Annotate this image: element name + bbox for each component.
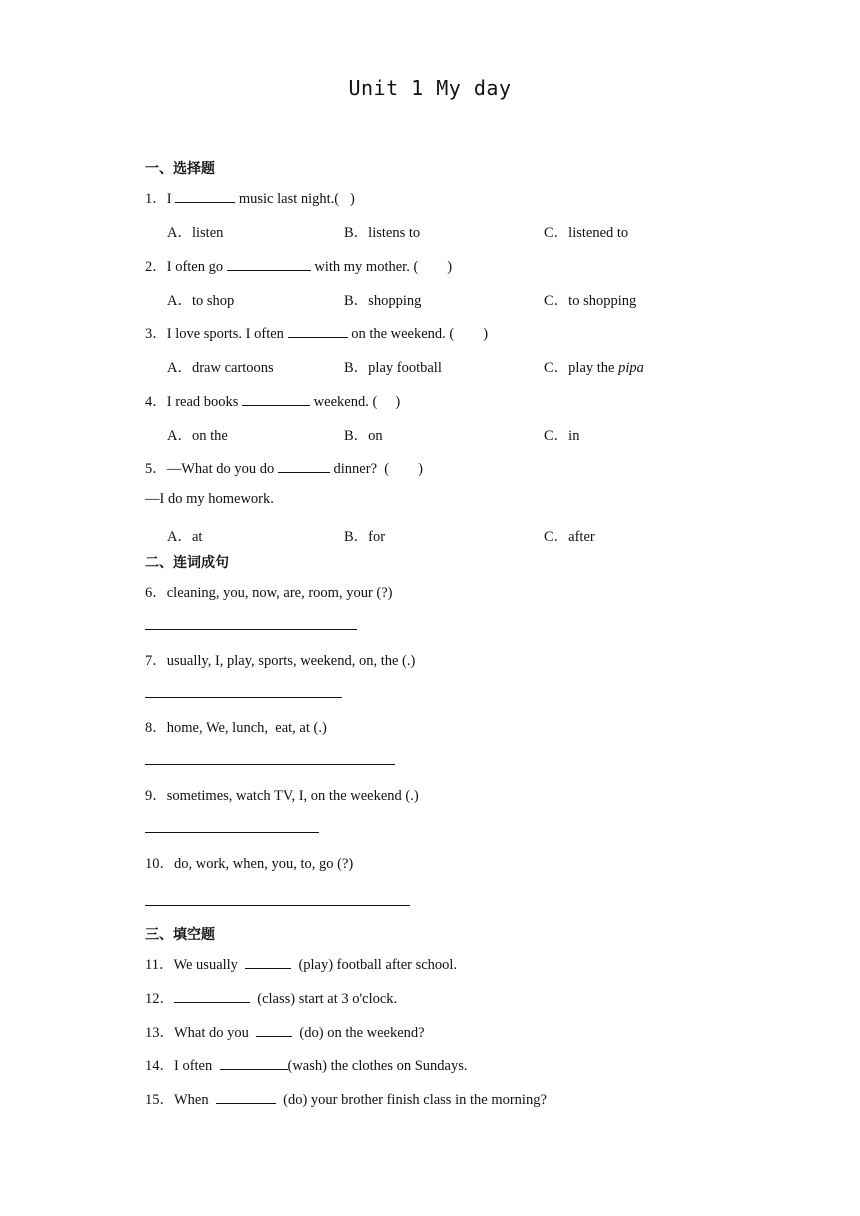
option-text: C．play the: [544, 360, 619, 376]
question-number: 1．: [145, 191, 167, 207]
question-4: [145, 390, 400, 411]
question-5-reply: —I do my homework.: [145, 491, 274, 507]
question-number: 2．: [145, 259, 167, 275]
question-3: [145, 322, 488, 343]
option-a[interactable]: A．to shop: [167, 293, 235, 309]
option-c[interactable]: [544, 356, 644, 377]
option-c[interactable]: C．listened to: [544, 225, 629, 241]
question-number: 4．: [145, 394, 167, 410]
option-b[interactable]: B．for: [344, 529, 386, 545]
option-a[interactable]: A．on the: [167, 428, 228, 444]
option-c[interactable]: C．in: [544, 428, 580, 444]
option-a[interactable]: A．listen: [167, 225, 224, 241]
question-text: weekend. ( ): [310, 394, 401, 410]
question-text: (do) on the weekend?: [292, 1025, 425, 1041]
section-heading-fill-in: 三、填空题: [145, 927, 215, 943]
answer-line[interactable]: [145, 697, 342, 698]
option-b[interactable]: B．on: [344, 428, 383, 444]
answer-blank[interactable]: [242, 393, 310, 406]
option-a[interactable]: A．draw cartoons: [167, 360, 274, 376]
page-title: Unit 1 My day: [348, 76, 512, 100]
question-number: 3．: [145, 326, 167, 342]
answer-blank[interactable]: [256, 1024, 292, 1037]
answer-blank[interactable]: [245, 956, 291, 969]
answer-blank[interactable]: [174, 990, 250, 1003]
answer-line[interactable]: [145, 764, 395, 765]
question-text: 13．What do you: [145, 1025, 257, 1041]
answer-blank[interactable]: [220, 1057, 288, 1070]
question-6: 6．cleaning, you, now, are, room, your (?): [145, 585, 393, 601]
option-b[interactable]: B．listens to: [344, 225, 421, 241]
question-text: on the weekend. ( ): [347, 326, 489, 342]
answer-line[interactable]: [145, 629, 357, 630]
question-number: 5．: [145, 461, 167, 477]
answer-blank[interactable]: [278, 460, 330, 473]
question-5: [145, 457, 423, 478]
option-b[interactable]: B．play football: [344, 360, 442, 376]
question-8: 8．home, We, lunch, eat, at (.): [145, 720, 327, 736]
question-text: I love sports. I often: [166, 326, 288, 342]
question-text: (wash) the clothes on Sundays.: [287, 1058, 468, 1074]
question-text: —What do you do: [166, 461, 278, 477]
question-text: with my mother. ( ): [310, 259, 453, 275]
question-7: 7．usually, I, play, sports, weekend, on, the (.): [145, 653, 416, 669]
question-text: 15．When: [145, 1092, 216, 1108]
question-text: 11．We usually: [145, 957, 246, 973]
section-heading-choice: 一、选择题: [145, 161, 215, 177]
question-10: 10．do, work, when, you, to, go (?): [145, 856, 354, 872]
option-text-italic: pipa: [618, 360, 644, 376]
answer-blank[interactable]: [288, 325, 348, 338]
question-text: dinner? ( ): [329, 461, 423, 477]
section-heading-sentence-building: 二、连词成句: [145, 555, 229, 571]
question-text: (do) your brother finish class in the morning?: [275, 1092, 547, 1108]
answer-line[interactable]: [145, 832, 319, 833]
question-15: [145, 1088, 547, 1109]
question-12: [145, 987, 397, 1008]
question-2: [145, 255, 452, 276]
answer-line[interactable]: [145, 905, 410, 906]
question-1: [145, 187, 355, 208]
option-c[interactable]: C．to shopping: [544, 293, 637, 309]
question-text: I: [166, 191, 176, 207]
answer-blank[interactable]: [216, 1091, 276, 1104]
option-c[interactable]: C．after: [544, 529, 595, 545]
question-text: (class) start at 3 o'clock.: [250, 991, 398, 1007]
question-9: 9．sometimes, watch TV, I, on the weekend (.): [145, 788, 419, 804]
question-13: [145, 1021, 425, 1042]
question-text: 12．: [145, 991, 174, 1007]
answer-blank[interactable]: [175, 190, 235, 203]
question-text: I read books: [166, 394, 243, 410]
question-14: [145, 1054, 468, 1075]
answer-blank[interactable]: [227, 258, 311, 271]
question-11: [145, 953, 457, 974]
question-text: music last night.( ): [235, 191, 355, 207]
question-text: 14．I often: [145, 1058, 220, 1074]
question-text: (play) football after school.: [291, 957, 458, 973]
option-a[interactable]: A．at: [167, 529, 203, 545]
question-text: I often go: [166, 259, 227, 275]
option-b[interactable]: B．shopping: [344, 293, 422, 309]
